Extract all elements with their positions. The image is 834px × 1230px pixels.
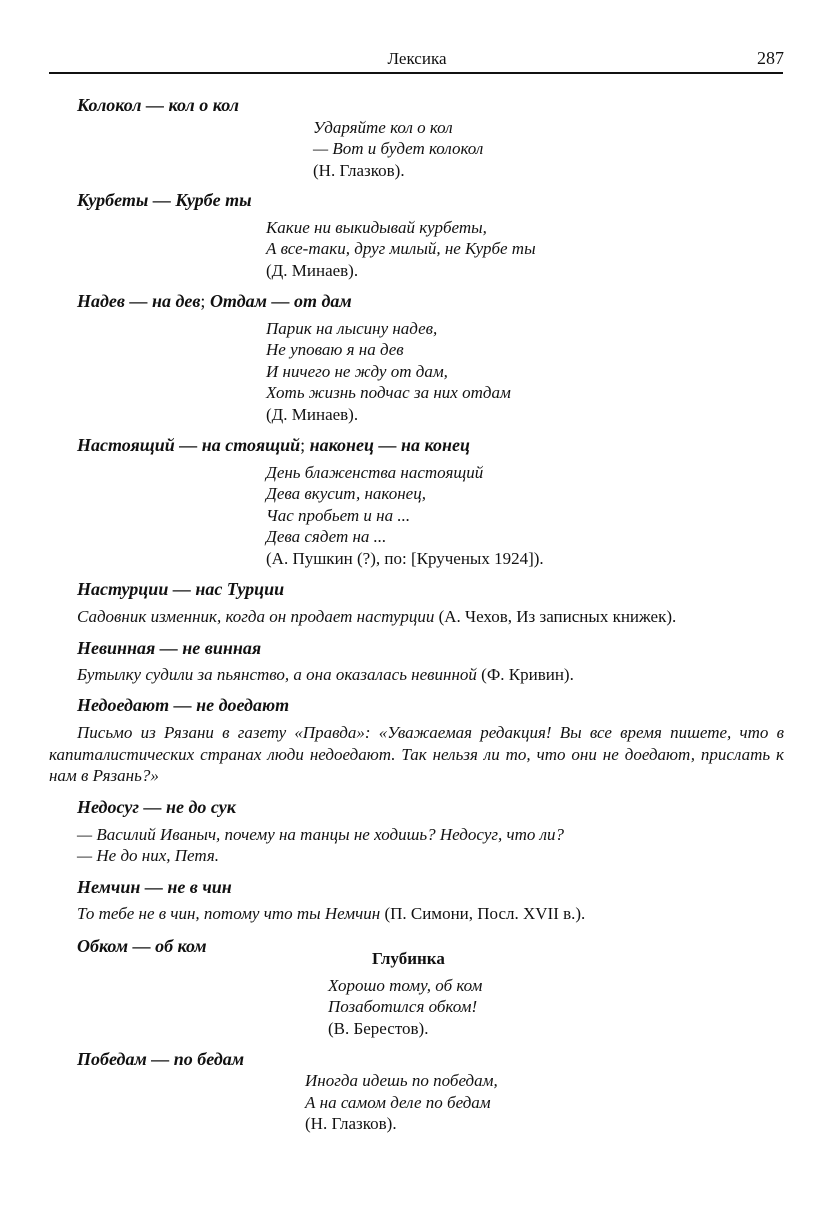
verse-line: Не уповаю я на дев — [266, 340, 404, 359]
quote-source: (Ф. Кривин). — [481, 665, 574, 684]
dialogue-line: — Не до них, Петя. — [77, 846, 220, 865]
entry-heading: Колокол — кол о кол — [77, 95, 239, 115]
verse-source: (Д. Минаев). — [266, 261, 359, 280]
heading-separator: ; — [200, 291, 206, 311]
heading-part: Отдам — от дам — [209, 291, 352, 311]
verse-line: Час пробьет и на ... — [266, 506, 411, 525]
verse-line: А на самом деле по бедам — [305, 1093, 491, 1112]
verse-line: Хоть жизнь подчас за них отдам — [266, 383, 511, 402]
entry-heading: Настурции — нас Турции — [77, 579, 285, 599]
quote-text: Бутылку судили за пьянство, а она оказалась невинной — [77, 665, 477, 684]
verse-source: (А. Пушкин (?), по: [Крученых 1924]). — [266, 549, 544, 568]
heading-separator: ; — [300, 435, 306, 455]
entry-text — [77, 903, 585, 925]
entry-heading: Недосуг — не до сук — [77, 797, 236, 817]
quote-source: (П. Симони, Посл. XVII в.). — [384, 904, 586, 923]
quote-text: Садовник изменник, когда он продает настурции — [77, 607, 435, 626]
header-rule — [49, 72, 783, 74]
verse-line: Хорошо тому, об ком — [328, 976, 483, 995]
entry-heading: Обком — об ком — [77, 936, 207, 956]
poem-title: Глубинка — [372, 949, 445, 968]
entry-heading — [77, 434, 470, 456]
entry-paragraph: Письмо из Рязани в газету «Правда»: «Уважаемая редакция! Вы все время пишете, что в капиталистических странах люди недоедают. Так нельзя ли то, что они не доедают, прислать к нам в Рязань?» — [49, 723, 784, 785]
heading-part: наконец — на конец — [309, 435, 470, 455]
verse-line: А все-таки, друг милый, не Курбе ты — [266, 239, 536, 258]
verse-line: Ударяйте кол о кол — [313, 118, 453, 137]
entry-heading: Победам — по бедам — [77, 1049, 245, 1069]
entry-heading: Недоедают — не доедают — [77, 695, 290, 715]
verse-line: — Вот и будет колокол — [313, 139, 484, 158]
verse-line: Дева вкусит, наконец, — [266, 484, 426, 503]
dialogue-line: — Василий Иваныч, почему на танцы не ходишь? Недосуг, что ли? — [77, 825, 565, 844]
heading-part: Надев — на дев — [77, 291, 201, 311]
entry-heading: Немчин — не в чин — [77, 877, 232, 897]
verse-source: (В. Берестов). — [328, 1019, 429, 1038]
verse-line: Позаботился обком! — [328, 997, 478, 1016]
entry-heading: Курбеты — Курбе ты — [77, 190, 252, 210]
verse-source: (Н. Глазков). — [313, 161, 405, 180]
verse-source: (Н. Глазков). — [305, 1114, 397, 1133]
running-header: Лексика — [387, 49, 447, 68]
entry-heading: Невинная — не винная — [77, 638, 262, 658]
entry-heading — [77, 290, 352, 312]
quote-text: То тебе не в чин, потому что ты Немчин — [77, 904, 381, 923]
verse-line: И ничего не жду от дам, — [266, 362, 448, 381]
verse-line: Дева сядет на ... — [266, 527, 387, 546]
verse-line: Иногда идешь по победам, — [305, 1071, 498, 1090]
quote-source: (А. Чехов, Из записных книжек). — [438, 607, 677, 626]
page-number: 287 — [757, 48, 784, 68]
verse-line: День блаженства настоящий — [266, 463, 484, 482]
heading-part: Настоящий — на стоящий — [77, 435, 301, 455]
verse-line: Какие ни выкидывай курбеты, — [266, 218, 487, 237]
verse-source: (Д. Минаев). — [266, 405, 359, 424]
entry-text — [77, 606, 676, 628]
entry-text — [77, 664, 574, 686]
verse-line: Парик на лысину надев, — [266, 319, 438, 338]
